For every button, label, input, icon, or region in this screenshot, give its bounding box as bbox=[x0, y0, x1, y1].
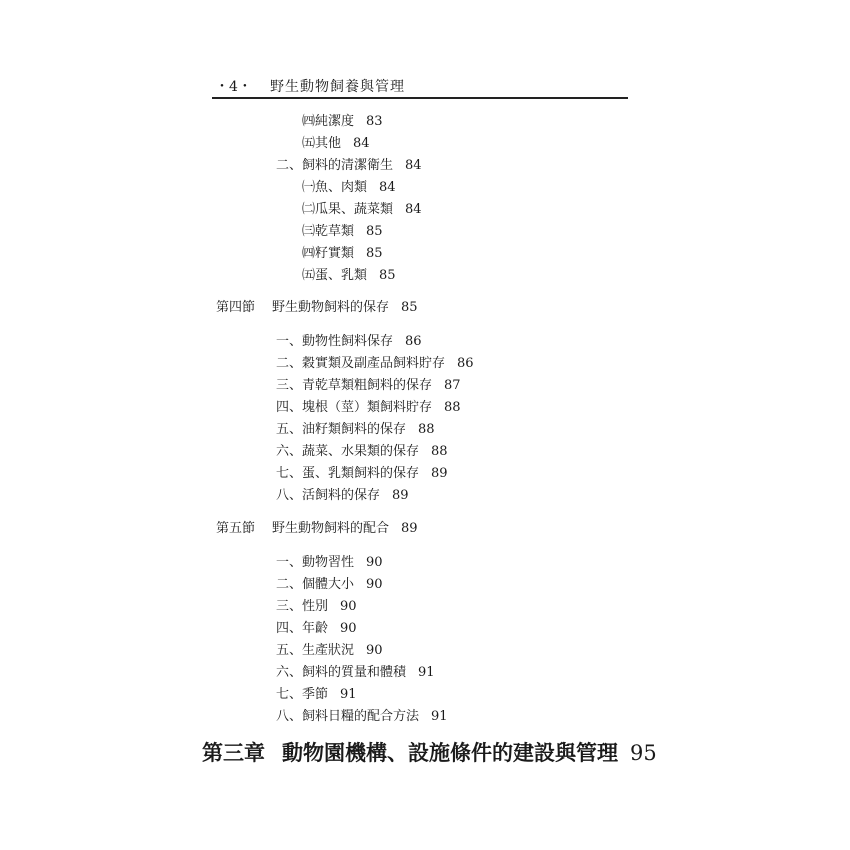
toc-entry[interactable]: ㈣籽實類 85 bbox=[302, 246, 383, 261]
page-number: ・4・ bbox=[215, 79, 252, 95]
toc-entry[interactable]: 四、年齡 90 bbox=[276, 621, 357, 636]
toc-entry[interactable]: 八、活飼料的保存 89 bbox=[276, 488, 409, 503]
toc-entry[interactable]: 八、飼料日糧的配合方法 91 bbox=[276, 709, 448, 724]
toc-entry[interactable]: 三、性別 90 bbox=[276, 599, 357, 614]
toc-entry[interactable]: 二、飼料的清潔衛生 84 bbox=[276, 158, 422, 173]
toc-entry[interactable]: ㈣純潔度 83 bbox=[302, 114, 383, 129]
toc-entry[interactable]: 二、個體大小 90 bbox=[276, 577, 383, 592]
toc-entry[interactable]: 一、動物習性 90 bbox=[276, 555, 383, 570]
toc-entry[interactable]: ㈤其他 84 bbox=[302, 136, 370, 151]
header-rule bbox=[212, 97, 628, 99]
toc-entry[interactable]: ㈤蛋、乳類 85 bbox=[302, 268, 396, 283]
toc-entry[interactable]: 三、青乾草類粗飼料的保存 87 bbox=[276, 378, 461, 393]
toc-entry[interactable]: 六、飼料的質量和體積 91 bbox=[276, 665, 435, 680]
toc-entry[interactable]: ㈢乾草類 85 bbox=[302, 224, 383, 239]
toc-entry[interactable]: 五、油籽類飼料的保存 88 bbox=[276, 422, 435, 437]
toc-entry[interactable]: 七、季節 91 bbox=[276, 687, 357, 702]
toc-entry[interactable]: 六、蔬菜、水果類的保存 88 bbox=[276, 444, 448, 459]
toc-entry[interactable]: 二、穀實類及副產品飼料貯存 86 bbox=[276, 356, 474, 371]
toc-entry[interactable]: 四、塊根（莖）類飼料貯存 88 bbox=[276, 400, 461, 415]
book-title: 野生動物飼養與管理 bbox=[270, 79, 405, 95]
toc-entry[interactable]: 七、蛋、乳類飼料的保存 89 bbox=[276, 466, 448, 481]
toc-entry[interactable]: 五、生產狀況 90 bbox=[276, 643, 383, 658]
toc-entry[interactable]: 一、動物性飼料保存 86 bbox=[276, 334, 422, 349]
toc-entry[interactable]: ㈠魚、肉類 84 bbox=[302, 180, 396, 195]
toc-entry[interactable]: ㈡瓜果、蔬菜類 84 bbox=[302, 202, 422, 217]
